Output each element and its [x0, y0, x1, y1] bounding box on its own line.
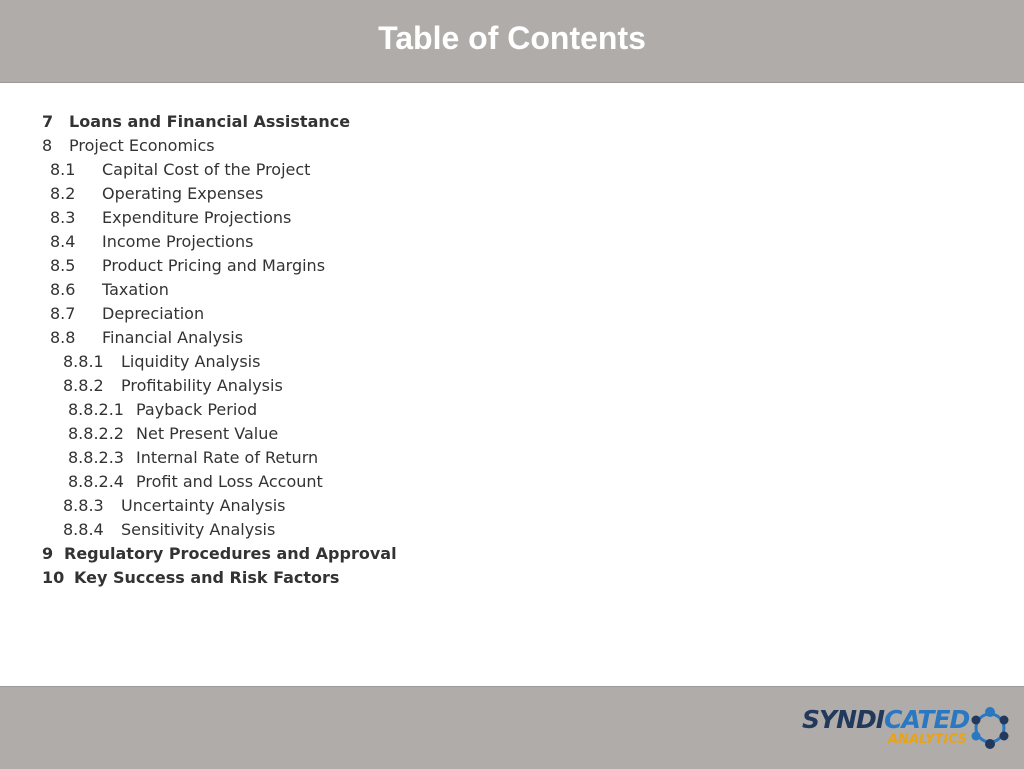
- toc-entry-number: 7: [42, 112, 54, 131]
- toc-entry: [0, 302, 700, 326]
- toc-entry-label: Profitability Analysis: [121, 376, 283, 395]
- logo-network-icon: [968, 706, 1012, 750]
- toc-entry-label: Income Projections: [102, 232, 254, 251]
- toc-entry: [0, 422, 700, 446]
- toc-entry: [0, 254, 700, 278]
- toc-entry-number: 8.8.2.2: [68, 424, 124, 443]
- toc-entry-number: 8.8.3: [63, 496, 104, 515]
- toc-entry-label: Expenditure Projections: [102, 208, 292, 227]
- toc-entry-number: 10: [42, 568, 65, 587]
- toc-entry-label: Depreciation: [102, 304, 205, 323]
- toc-entry-number: 8.6: [50, 280, 76, 299]
- table-of-contents: [0, 110, 700, 590]
- toc-entry-label: Regulatory Procedures and Approval: [64, 544, 397, 563]
- toc-entry-number: 8.4: [50, 232, 76, 251]
- page-title: Table of Contents: [378, 20, 646, 56]
- logo-subword: ANALYTICS: [888, 732, 967, 747]
- toc-entry: [0, 374, 700, 398]
- syndicated-analytics-logo: [802, 704, 1012, 754]
- toc-entry: [0, 278, 700, 302]
- toc-entry: [0, 182, 700, 206]
- logo-word-part2: CATED: [884, 705, 970, 734]
- toc-entry-number: 8.5: [50, 256, 76, 275]
- toc-entry-label: Operating Expenses: [102, 184, 264, 203]
- toc-entry: [0, 134, 700, 158]
- toc-entry-number: 8.8.2: [63, 376, 104, 395]
- toc-entry: [0, 110, 700, 134]
- toc-entry: [0, 326, 700, 350]
- toc-entry: [0, 542, 700, 566]
- toc-entry: [0, 350, 700, 374]
- toc-entry-label: Payback Period: [136, 400, 258, 419]
- toc-entry-number: 8.7: [50, 304, 76, 323]
- toc-entry: [0, 518, 700, 542]
- toc-entry-number: 8.8.4: [63, 520, 104, 539]
- toc-entry-label: Net Present Value: [136, 424, 279, 443]
- toc-entry-number: 8.2: [50, 184, 76, 203]
- toc-entry-label: Financial Analysis: [102, 328, 244, 347]
- toc-entry: [0, 158, 700, 182]
- toc-entry-number: 8.8: [50, 328, 76, 347]
- toc-entry-label: Project Economics: [69, 136, 215, 155]
- toc-entry: [0, 398, 700, 422]
- toc-entry-number: 8.8.1: [63, 352, 104, 371]
- toc-entry: [0, 566, 700, 590]
- toc-entry-label: Product Pricing and Margins: [102, 256, 326, 275]
- toc-entry-number: 8.3: [50, 208, 76, 227]
- toc-entry: [0, 494, 700, 518]
- toc-entry-number: 9: [42, 544, 54, 563]
- toc-entry: [0, 230, 700, 254]
- toc-entry-label: Loans and Financial Assistance: [69, 112, 351, 131]
- logo-word-part1: SYNDI: [802, 705, 885, 734]
- toc-entry-number: 8.8.2.3: [68, 448, 124, 467]
- toc-entry-label: Uncertainty Analysis: [121, 496, 286, 515]
- toc-entry: [0, 446, 700, 470]
- toc-entry-number: 8.1: [50, 160, 76, 179]
- toc-entry-label: Taxation: [102, 280, 169, 299]
- toc-entry-label: Liquidity Analysis: [121, 352, 261, 371]
- toc-entry-label: Sensitivity Analysis: [121, 520, 276, 539]
- toc-entry-label: Internal Rate of Return: [136, 448, 319, 467]
- toc-entry: [0, 206, 700, 230]
- logo-wordmark: [802, 706, 969, 734]
- toc-entry-number: 8: [42, 136, 53, 155]
- toc-entry-number: 8.8.2.4: [68, 472, 124, 491]
- toc-entry-number: 8.8.2.1: [68, 400, 124, 419]
- toc-entry-label: Capital Cost of the Project: [102, 160, 311, 179]
- slide-footer: [0, 686, 1024, 769]
- slide-header: [0, 0, 1024, 83]
- toc-entry: [0, 470, 700, 494]
- toc-entry-label: Profit and Loss Account: [136, 472, 323, 491]
- toc-entry-label: Key Success and Risk Factors: [74, 568, 340, 587]
